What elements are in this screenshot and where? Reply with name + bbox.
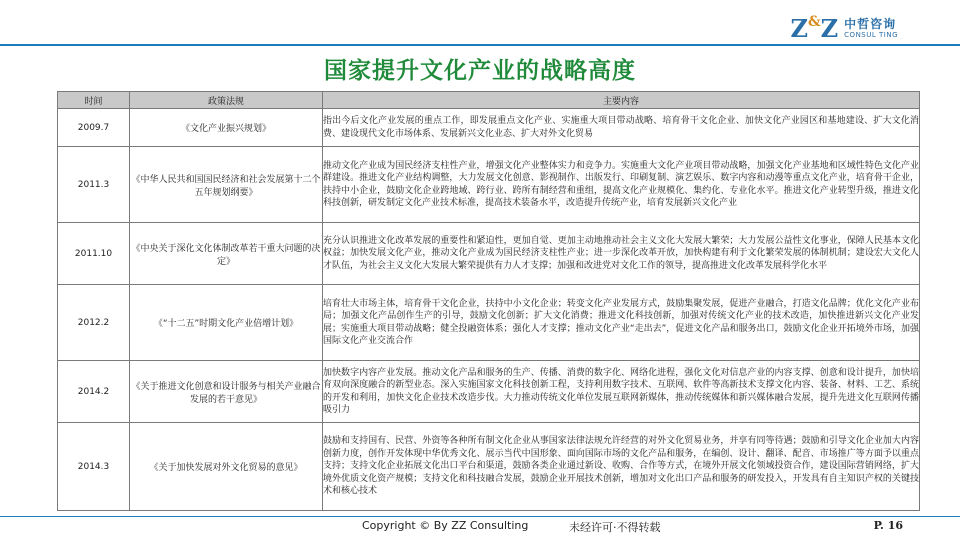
reprint-notice: 未经许可·不得转载 [569, 521, 661, 534]
row-policy: 《文化产业振兴规划》 [130, 109, 323, 147]
header-date: 时间 [58, 92, 130, 109]
table-row [58, 147, 920, 223]
copyright-text: Copyright © By ZZ Consulting [362, 519, 529, 532]
footer-divider [0, 516, 960, 517]
header-divider [0, 44, 960, 46]
row-policy: 《“十二五”时期文化产业倍增计划》 [130, 285, 323, 361]
table-row [58, 109, 920, 147]
row-date: 2014.3 [58, 423, 130, 511]
row-content: 推动文化产业成为国民经济支柱性产业，增强文化产业整体实力和竞争力。实施重大文化产业项目带动战略，加强文化产业基地和区域性特色文化产业群建设。推进文化产业结构调整，大力发展文化创意、影视制作、出版发行、印刷复制、演艺娱乐、数字内容和动漫等重点文化产业，培育骨干企业，扶持中小企业，鼓励文化企业跨地域、跨行业、跨所有制经营和重组，提高文化产业规模化、集约化、专业化水平。推进文化产业转型升级，推进文化科技创新，研发制定文化产业技术标准，提高技术装备水平，改造提升传统产业，培育发展新兴文化产业 [323, 147, 920, 223]
page-number: P. 16 [873, 519, 903, 532]
row-policy: 《中华人民共和国国民经济和社会发展第十二个五年规划纲要》 [130, 147, 323, 223]
row-date: 2011.10 [58, 223, 130, 285]
table-row [58, 423, 920, 511]
row-content: 鼓励和支持国有、民营、外资等各种所有制文化企业从事国家法律法规允许经营的对外文化贸易业务，并享有同等待遇；鼓励和引导文化企业加大内容创新力度，创作开发体现中华优秀文化、展示当代中国形象、面向国际市场的文化产品和服务，在编创、设计、翻译、配音、市场推广等方面予以重点支持；支持文化企业拓展文化出口平台和渠道，鼓励各类企业通过新设、收购、合作等方式，在境外开展文化领域投资合作，建设国际营销网络，扩大境外优质文化资产规模；支持文化和科技融合发展，鼓励企业开展技术创新，增加对文化出口产品和服务的研发投入，开发具有自主知识产权的关键技术和核心技术 [323, 423, 920, 511]
logo-mark: Z&Z [790, 14, 839, 43]
row-date: 2009.7 [58, 109, 130, 147]
company-logo [790, 14, 898, 43]
row-policy: 《关于推进文化创意和设计服务与相关产业融合发展的若干意见》 [130, 361, 323, 423]
row-date: 2012.2 [58, 285, 130, 361]
row-policy: 《关于加快发展对外文化贸易的意见》 [130, 423, 323, 511]
slide-title: 国家提升文化产业的战略高度 [324, 58, 636, 84]
row-content: 指出今后文化产业发展的重点工作，即发展重点文化产业、实施重大项目带动战略、培育骨干文化企业、加快文化产业园区和基地建设、扩大文化消费、建设现代文化市场体系、发展新兴文化业态、扩大对外文化贸易 [323, 109, 920, 147]
row-policy: 《中央关于深化文化体制改革若干重大问题的决定》 [130, 223, 323, 285]
row-content: 加快数字内容产业发展。推动文化产品和服务的生产、传播、消费的数字化、网络化进程，强化文化对信息产业的内容支撑、创意和设计提升，加快培育双向深度融合的新型业态。深入实施国家文化科技创新工程，支持利用数字技术、互联网、软件等高新技术支撑文化内容、装备、材料、工艺、系统的开发和利用，加快文化企业技术改造步伐。大力推动传统文化单位发展互联网新媒体，推动传统媒体和新兴媒体融合发展，提升先进文化互联网传播吸引力 [323, 361, 920, 423]
row-date: 2011.3 [58, 147, 130, 223]
table-row [58, 285, 920, 361]
logo-chinese-name: 中哲咨询 [844, 17, 897, 31]
logo-english-name: CONSUL TING [844, 31, 898, 39]
table-row [58, 361, 920, 423]
header-content: 主要内容 [323, 92, 920, 109]
header-policy: 政策法规 [130, 92, 323, 109]
row-date: 2014.2 [58, 361, 130, 423]
table-row [58, 223, 920, 285]
row-content: 充分认识推进文化改革发展的重要性和紧迫性，更加自觉、更加主动地推动社会主义文化大发展大繁荣；大力发展公益性文化事业，保障人民基本文化权益；加快发展文化产业，推动文化产业成为国民经济支柱性产业；进一步深化改革开放，加快构建有利于文化繁荣发展的体制机制；建设宏大文化人才队伍，为社会主义文化大发展大繁荣提供有力人才支撑；加强和改进党对文化工作的领导，提高推进文化改革发展科学化水平 [323, 223, 920, 285]
row-content: 培育壮大市场主体，培育骨干文化企业，扶持中小文化企业；转变文化产业发展方式，鼓励集聚发展，促进产业融合，打造文化品牌；优化文化产业布局；加强文化产品创作生产的引导，鼓励文化创新；扩大文化消费；推进文化科技创新，加强对传统文化产业的技术改造，加快推进新兴文化产业发展；实施重大项目带动战略；健全投融资体系；强化人才支撑；推动文化产业“走出去”，促进文化产品和服务出口，鼓励文化企业开拓境外市场，加强国际文化产业交流合作 [323, 285, 920, 361]
policy-table [57, 91, 920, 511]
table-header-row [58, 92, 920, 109]
